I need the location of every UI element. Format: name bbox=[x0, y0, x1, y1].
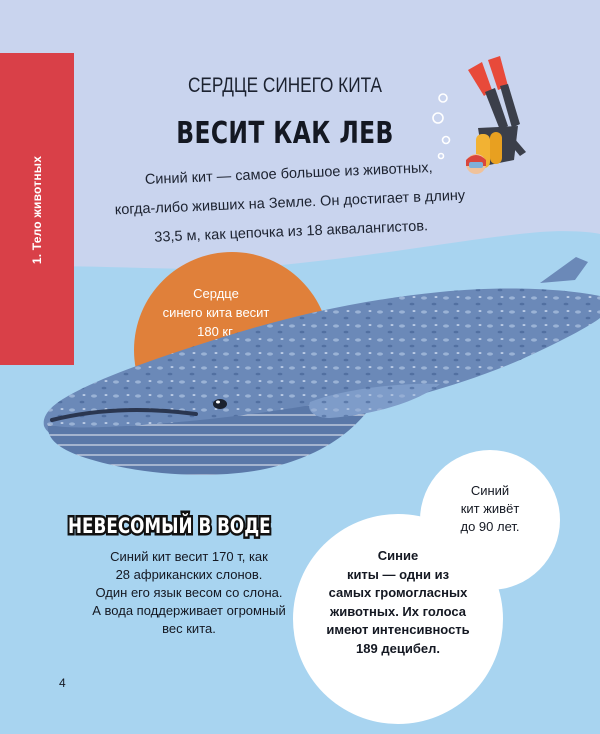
lifespan-line: до 90 лет. bbox=[460, 519, 520, 534]
lifespan-line: Синий bbox=[470, 483, 510, 498]
intro-line: Синий кит — самое большое из животных, bbox=[144, 160, 433, 189]
weightless-title: НЕВЕСОМЫЙ В ВОДЕ bbox=[68, 514, 271, 538]
page-number: 4 bbox=[59, 676, 66, 690]
voice-line: 189 децибел. bbox=[356, 640, 440, 656]
weightless-line: вес кита. bbox=[162, 621, 216, 636]
kicker-title: СЕРДЦЕ СИНЕГО КИТА bbox=[187, 74, 383, 97]
headline: ВЕСИТ КАК ЛЕВ bbox=[176, 116, 394, 151]
weightless-line: Синий кит весит 170 т, как bbox=[110, 549, 268, 564]
weightless-line: Один его язык весом со слона. bbox=[95, 585, 283, 600]
voice-line: имеют интенсивность bbox=[326, 622, 470, 637]
lifespan-fact-text bbox=[440, 482, 540, 536]
heart-fact-line: синего кита весит bbox=[162, 305, 270, 320]
voice-line: киты — одни из bbox=[346, 566, 450, 582]
lifespan-line: кит живёт bbox=[460, 501, 520, 516]
intro-line: когда-либо живших на Земле. Он достигает в длину bbox=[114, 187, 466, 219]
voice-line: самых громогласных bbox=[328, 585, 468, 600]
heart-fact-line: Сердце bbox=[193, 286, 239, 301]
weightless-line: А вода поддерживает огромный bbox=[92, 603, 286, 618]
heart-fact-line: 180 кг. bbox=[197, 324, 235, 339]
weightless-line: 28 африканских слонов. bbox=[115, 567, 263, 582]
voice-line: животных. Их голоса bbox=[330, 603, 466, 619]
voice-fact-text bbox=[318, 547, 478, 658]
weightless-text bbox=[66, 548, 312, 638]
intro-line: 33,5 м, как цепочка из 18 аквалангистов. bbox=[154, 218, 429, 246]
voice-line: Синие bbox=[377, 548, 419, 563]
chapter-tab-label: 1. Тело животных bbox=[30, 155, 44, 265]
